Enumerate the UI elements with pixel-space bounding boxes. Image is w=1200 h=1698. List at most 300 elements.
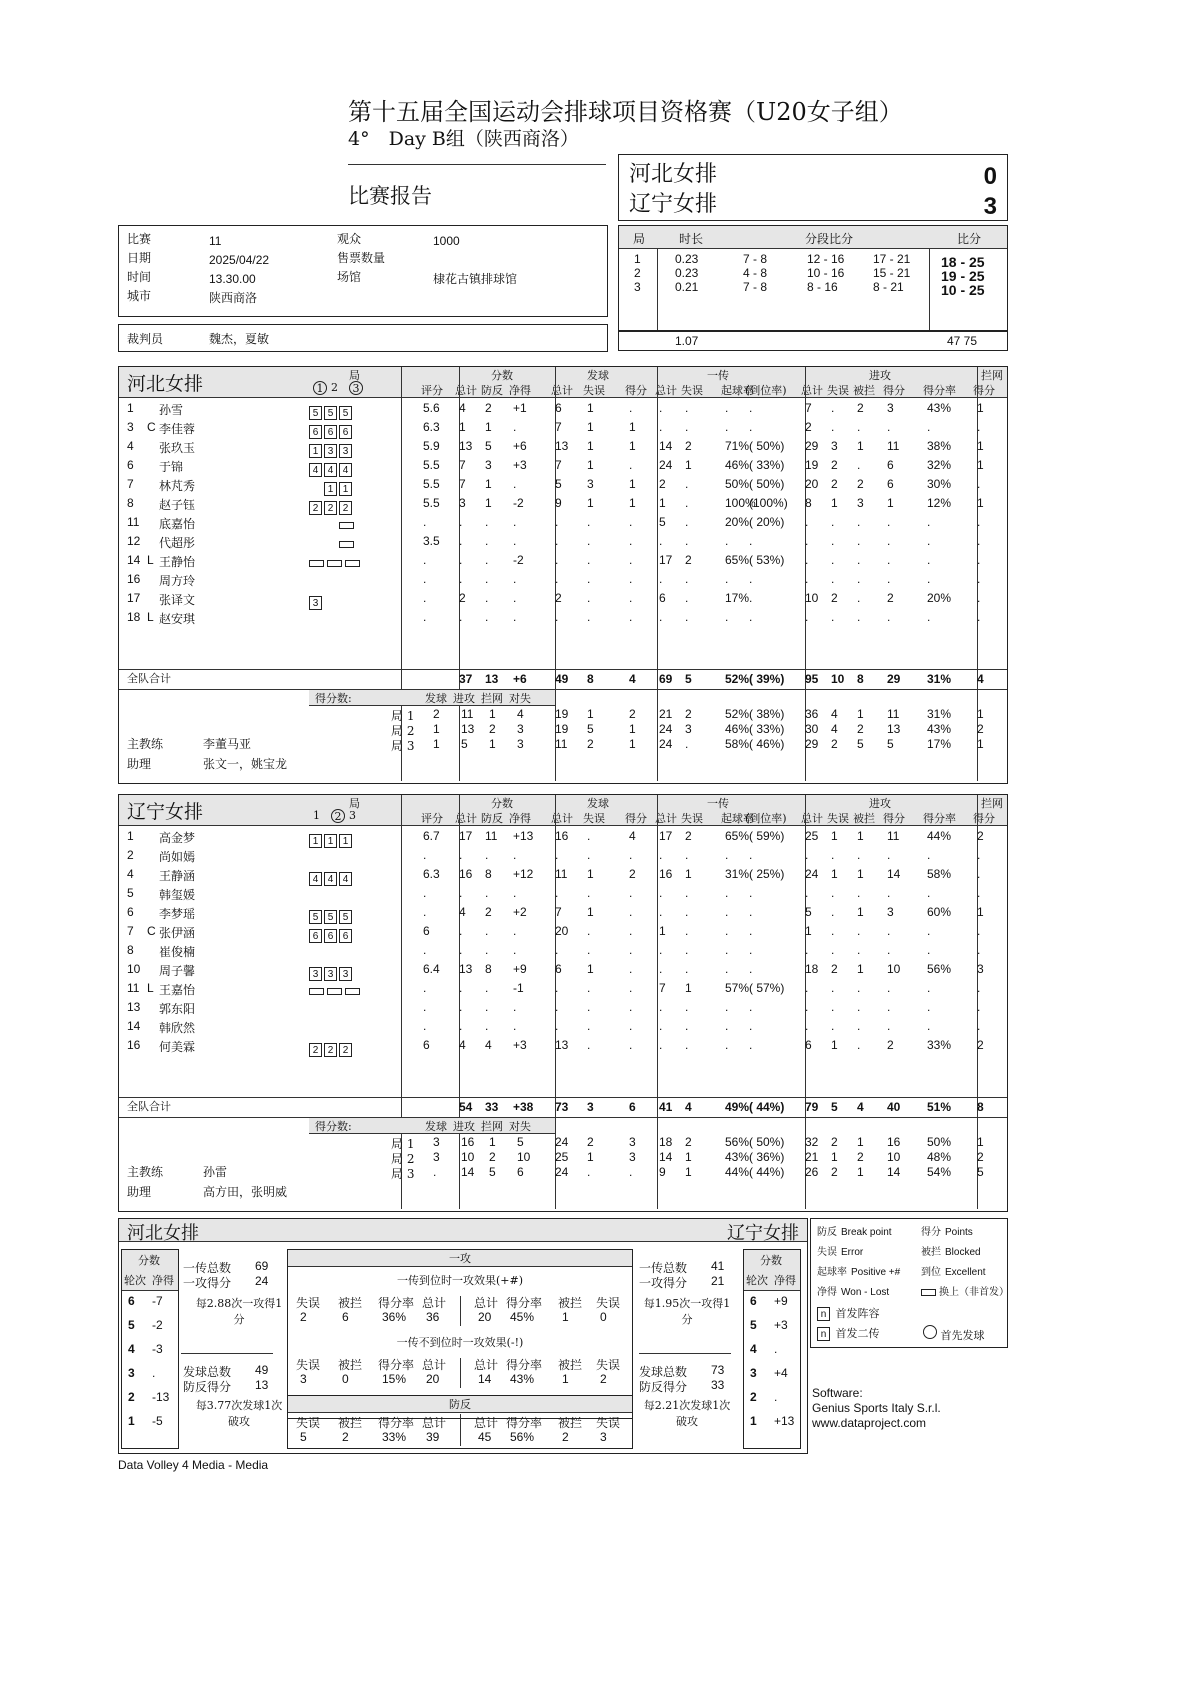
substitute-mark	[345, 988, 360, 995]
stat-value: ( 50%)	[749, 477, 785, 491]
stat-value: .	[887, 534, 891, 548]
stat-value: .	[513, 420, 517, 434]
report-title: 比赛报告	[348, 184, 432, 208]
stat-value: .	[749, 420, 753, 434]
stat-value: .	[857, 534, 861, 548]
referees: 魏杰，夏敏	[209, 332, 270, 346]
rot-header: 分数	[138, 1254, 160, 1267]
coach-name: 李董马亚	[203, 737, 252, 751]
stat-value: .	[857, 981, 861, 995]
stat-value: 20	[805, 477, 819, 491]
stat-value: 6	[659, 591, 666, 605]
column-header: 失误	[681, 384, 703, 397]
set-label: 局 2	[391, 724, 415, 738]
stat-value: .	[725, 886, 729, 900]
stat-value: .	[749, 962, 753, 976]
stat-value: 1	[977, 905, 984, 919]
stat-value: .	[587, 553, 591, 567]
player-number: 1	[127, 401, 134, 415]
team-name: 河北女排	[127, 373, 204, 395]
lineup-positions	[309, 610, 354, 629]
points-label: 得分数:	[315, 1120, 352, 1133]
stat-value: .	[977, 924, 981, 938]
stat-value: .	[685, 1019, 689, 1033]
total-value: 4	[685, 1100, 692, 1114]
player-rating: 5.5	[423, 496, 440, 510]
total-value: 31%	[927, 672, 952, 686]
stat-value: .	[725, 943, 729, 957]
set-points: 6	[517, 1165, 524, 1179]
column-header: 起球率	[721, 812, 754, 825]
stat-value: .	[831, 572, 835, 586]
stat: 3	[300, 1372, 307, 1386]
set-points: 2	[433, 707, 440, 721]
stat-value: .	[659, 905, 663, 919]
stat-value: .	[805, 848, 809, 862]
lineup-position: 5	[339, 406, 352, 420]
set-stat: 1	[685, 1165, 692, 1179]
a-recv-total-label: 一传总数	[183, 1261, 232, 1275]
referee-label: 裁判员	[127, 332, 164, 346]
lineup-position: 6	[339, 929, 352, 943]
divider	[460, 1296, 461, 1326]
stat-value: .	[749, 591, 753, 605]
stat-value: 16	[555, 829, 569, 843]
stat-value: 57%	[725, 981, 750, 995]
software-name: Genius Sports Italy S.r.l.	[812, 1401, 941, 1415]
legend-value: Excellent	[945, 1267, 986, 1278]
lineup-position: 6	[324, 929, 337, 943]
substitute-mark	[339, 522, 354, 529]
column-header: 得分率	[923, 812, 956, 825]
player-name: 周方玲	[159, 574, 196, 588]
stat-value: .	[887, 886, 891, 900]
stat-value: .	[555, 1000, 559, 1014]
stat-value: 2	[857, 477, 864, 491]
lineup-positions	[309, 515, 357, 534]
col-header: 总计	[474, 1358, 499, 1372]
stat-value: .	[629, 905, 633, 919]
b-serve-total: 73	[711, 1363, 725, 1377]
stat-value: .	[977, 477, 981, 491]
rotation: 3	[128, 1366, 135, 1380]
stat: 5	[300, 1430, 307, 1444]
col-header: 失误	[596, 1296, 621, 1310]
stat-value: 1	[629, 420, 636, 434]
column-header: 防反	[481, 812, 503, 825]
player-name: 孙雪	[159, 403, 184, 417]
points-header: 进攻	[453, 692, 475, 705]
b-bp: 33	[711, 1378, 725, 1392]
player-tag: L	[147, 981, 154, 995]
column-header: (到位率)	[745, 384, 787, 397]
stat-value: .	[927, 924, 931, 938]
stat-value: .	[459, 924, 463, 938]
stat-value: .	[587, 515, 591, 529]
lineup-positions	[309, 905, 354, 924]
stat-value: .	[629, 848, 633, 862]
column-header: 失误	[681, 812, 703, 825]
rotation: 5	[128, 1318, 135, 1332]
stat-value: 1	[857, 439, 864, 453]
lineup-positions	[309, 981, 363, 1000]
set-stat: 2	[831, 1165, 838, 1179]
column-header: 得分	[883, 384, 905, 397]
lineup-position: 1	[324, 482, 337, 496]
stat-value: 11	[555, 867, 568, 881]
set-stat: 3	[629, 1135, 636, 1149]
stat-value: .	[685, 848, 689, 862]
stat-value: 20	[555, 924, 569, 938]
stat-value: .	[659, 534, 663, 548]
match-date: 2025/04/22	[209, 253, 270, 267]
stat-value: .	[831, 534, 835, 548]
player-name: 何美霖	[159, 1040, 196, 1054]
rotation-net: .	[152, 1366, 156, 1380]
set-stat: ( 50%)	[749, 1135, 785, 1149]
stat-value: .	[805, 1000, 809, 1014]
total-value: 4	[857, 1100, 864, 1114]
set-stat: ( 36%)	[749, 1150, 785, 1164]
stat-value: .	[857, 572, 861, 586]
lineup-position: 2	[324, 501, 337, 515]
set-points: 4	[517, 707, 524, 721]
stat-value: +12	[513, 867, 534, 881]
player-name: 张译文	[159, 593, 196, 607]
stat-value: 10	[805, 591, 819, 605]
col-header: 得分率	[506, 1358, 543, 1372]
stat-value: .	[485, 848, 489, 862]
stat-value: 11	[485, 829, 498, 843]
stat-value: 1	[887, 496, 894, 510]
player-number: 7	[127, 477, 134, 491]
stat-value: .	[659, 401, 663, 415]
set-points: 1	[489, 707, 496, 721]
stat-value: .	[685, 943, 689, 957]
lineup-positions	[309, 496, 354, 515]
col-header: 被拦	[558, 1416, 583, 1430]
stat-value: 1	[685, 981, 692, 995]
lineup-positions	[309, 1038, 354, 1057]
stat-value: .	[927, 515, 931, 529]
summary-team-a: 河北女排	[127, 1223, 199, 1244]
player-rating: .	[423, 572, 427, 586]
stat-value: 17%	[725, 591, 750, 605]
lineup-positions	[309, 477, 354, 496]
stat-value: .	[485, 924, 489, 938]
stat-value: .	[513, 515, 517, 529]
stat-value: .	[659, 420, 663, 434]
col-header: 被拦	[558, 1296, 583, 1310]
lineup-positions	[309, 1000, 354, 1019]
rating-header: 评分	[421, 384, 443, 397]
set-points: 10	[517, 1150, 531, 1164]
player-rating: .	[423, 943, 427, 957]
stat-value: .	[513, 1000, 517, 1014]
rotation-net: -5	[152, 1414, 163, 1428]
set-stat: 10	[887, 1150, 901, 1164]
stat-value: .	[555, 1019, 559, 1033]
stat-value: .	[831, 1019, 835, 1033]
set-stat: 24	[659, 737, 673, 751]
stat-value: 3	[485, 458, 492, 472]
a-bp: 13	[255, 1378, 269, 1392]
set-stat: 1	[587, 707, 594, 721]
stat-value: 1	[857, 905, 864, 919]
stat-value: 1	[857, 962, 864, 976]
stat-value: 25	[805, 829, 819, 843]
stat-value: 3	[887, 401, 894, 415]
neg-title: 一传不到位时一攻效果(-!)	[396, 1336, 524, 1349]
stat-value: .	[887, 1019, 891, 1033]
stat-value: 1	[857, 829, 864, 843]
stat-value: 58%	[927, 867, 952, 881]
set-stat: 14	[659, 1150, 673, 1164]
stat-value: 6	[887, 477, 894, 491]
sets-total	[618, 331, 1008, 351]
set-stat: 14	[887, 1165, 901, 1179]
set-label: 局 3	[391, 739, 415, 753]
stat-value: 1	[659, 496, 666, 510]
set-stat: 1	[857, 707, 864, 721]
total-value: 49%	[725, 1100, 750, 1114]
player-rating: 6.4	[423, 962, 440, 976]
column-header: 起球率	[721, 384, 754, 397]
col-header: 总计	[422, 1358, 447, 1372]
lineup-positions	[309, 401, 354, 420]
stat-value: 2	[887, 591, 894, 605]
stat-value: .	[887, 572, 891, 586]
set-stat: 16	[887, 1135, 901, 1149]
a-fb-note: 每2.88次一攻得1分	[195, 1297, 283, 1326]
lineup-positions	[309, 924, 354, 943]
stat-value: 3	[857, 496, 864, 510]
column-header: 得分率	[923, 384, 956, 397]
stat-value: .	[725, 610, 729, 624]
referees-box	[118, 324, 608, 352]
stat-value: 2	[685, 439, 692, 453]
total-value: 6	[629, 1100, 636, 1114]
stat-value: .	[485, 886, 489, 900]
stat-value: .	[629, 515, 633, 529]
rotation-table-a	[121, 1249, 179, 1449]
stat-value: .	[513, 591, 517, 605]
lineup-position: 1	[339, 482, 352, 496]
stat-value: -2	[513, 553, 524, 567]
stat-value: .	[857, 1019, 861, 1033]
stat-value: .	[587, 981, 591, 995]
set-stat: 9	[659, 1165, 666, 1179]
set-stat: 2	[977, 722, 984, 736]
set-stat: 29	[805, 737, 819, 751]
col-header: 得分率	[378, 1416, 415, 1430]
lineup-position: 4	[324, 463, 337, 477]
player-tag: C	[147, 420, 156, 434]
stat-value: 4	[459, 1038, 466, 1052]
stat-value: .	[629, 1038, 633, 1052]
lineup-positions	[309, 886, 354, 905]
col-header: 被拦	[558, 1358, 583, 1372]
player-rating: 6.3	[423, 420, 440, 434]
stat: 2	[562, 1430, 569, 1444]
legend-second-setter: 首发二传	[835, 1327, 880, 1340]
column-header: 总计	[801, 812, 823, 825]
b-fb-note: 每1.95次一攻得1分	[643, 1297, 731, 1326]
stat-value: .	[831, 905, 835, 919]
player-number: 14	[127, 1019, 141, 1033]
set-stat: 1	[685, 1150, 692, 1164]
column-header: 总计	[655, 812, 677, 825]
stat-value: .	[805, 534, 809, 548]
set-stat: .	[685, 737, 689, 751]
stat-value: 1	[685, 458, 692, 472]
legend-key: 起球率	[817, 1267, 847, 1278]
stat-value: .	[629, 886, 633, 900]
stat-value: .	[857, 943, 861, 957]
stat-value: .	[659, 943, 663, 957]
stat-value: .	[659, 886, 663, 900]
stat-value: 1	[629, 477, 636, 491]
set-stat: 1	[977, 1135, 984, 1149]
stat-value: 1	[587, 458, 594, 472]
stat-value: .	[927, 610, 931, 624]
stat-value: 1	[485, 477, 492, 491]
player-rating: .	[423, 905, 427, 919]
stat-value: .	[459, 610, 463, 624]
lineup-position: 4	[339, 872, 352, 886]
stat-value: .	[629, 1000, 633, 1014]
b-bp-note: 每2.21次发球1次破攻	[643, 1399, 731, 1428]
lineup-positions	[309, 943, 354, 962]
stat-value: .	[749, 1000, 753, 1014]
set-points: 1	[433, 737, 440, 751]
stat-value: .	[857, 553, 861, 567]
stat-value: ( 53%)	[749, 553, 785, 567]
col-header: 总计	[422, 1296, 447, 1310]
column-header: 失误	[583, 812, 605, 825]
stat-value: .	[659, 572, 663, 586]
match-number: 11	[209, 234, 222, 248]
player-number: 6	[127, 458, 134, 472]
stat-value: 1	[587, 401, 594, 415]
stat-value: 1	[831, 1038, 838, 1052]
divider	[119, 689, 1007, 690]
col-header: 总计	[422, 1416, 447, 1430]
set-header: 局	[349, 369, 360, 382]
stat-value: 6	[555, 962, 562, 976]
player-name: 崔俊楠	[159, 945, 196, 959]
sets-table	[618, 225, 1008, 331]
sets-h-partial: 分段比分	[805, 232, 854, 246]
partial-8: 7 - 8	[743, 252, 768, 266]
stat-value: 11	[887, 829, 900, 843]
stat-value: 71%	[725, 439, 750, 453]
total-value: 8	[977, 1100, 984, 1114]
stat-value: 1	[587, 905, 594, 919]
match-title: 第十五届全国运动会排球项目资格赛（U20女子组）	[348, 98, 903, 126]
partial-21: 8 - 21	[873, 280, 904, 294]
set-stat: 17%	[927, 737, 952, 751]
rot-col: 轮次	[746, 1274, 768, 1287]
rotation: 2	[128, 1390, 135, 1404]
set-stat: 1	[587, 1150, 594, 1164]
rotation: 4	[128, 1342, 135, 1356]
stat-value: .	[857, 515, 861, 529]
stat-value: 13	[555, 1038, 569, 1052]
set-score: 19 - 25	[941, 268, 985, 284]
stat: 45%	[510, 1310, 535, 1324]
set-stat: 21	[805, 1150, 819, 1164]
group-header: 进攻	[869, 369, 891, 382]
set-duration: 0.23	[675, 252, 699, 266]
set-points: 3	[517, 737, 524, 751]
stat-value: .	[513, 610, 517, 624]
total-value: 52%	[725, 672, 750, 686]
player-name: 代超彤	[159, 536, 196, 550]
set-stat: 5	[977, 1165, 984, 1179]
player-number: 13	[127, 1000, 141, 1014]
stat-value: 1	[805, 924, 812, 938]
stat-value: 19	[805, 458, 819, 472]
stat-value: 6	[555, 401, 562, 415]
stat-value: .	[629, 1019, 633, 1033]
summary-team-b: 辽宁女排	[727, 1223, 799, 1244]
stat-value: 13	[459, 439, 473, 453]
stat-value: .	[749, 924, 753, 938]
match-info	[118, 225, 608, 317]
stat-value: .	[805, 515, 809, 529]
stat-value: 11	[887, 439, 900, 453]
stat-value: .	[831, 420, 835, 434]
stat-value: .	[749, 943, 753, 957]
sets-h-set: 局	[633, 232, 646, 246]
stat-value: .	[513, 924, 517, 938]
group-header: 一传	[707, 797, 729, 810]
points-header: 发球	[425, 1120, 447, 1133]
divider	[639, 1353, 731, 1354]
stat-value: 7	[459, 477, 466, 491]
stat-value: .	[725, 1000, 729, 1014]
a-fb: 24	[255, 1274, 269, 1288]
stat-value: 50%	[725, 477, 750, 491]
rotation: 4	[750, 1342, 757, 1356]
points-label: 得分数:	[315, 692, 352, 705]
rotation: 6	[128, 1294, 135, 1308]
software-url[interactable]: www.dataproject.com	[812, 1416, 927, 1430]
stat-value: .	[725, 401, 729, 415]
lineup-position: 4	[309, 872, 322, 886]
set-points: 1	[433, 722, 440, 736]
stat-value: .	[555, 981, 559, 995]
stat-value: .	[725, 420, 729, 434]
stat-value: 9	[555, 496, 562, 510]
a-serve-total-label: 发球总数	[183, 1365, 232, 1379]
stat-value: .	[513, 886, 517, 900]
stat-value: .	[977, 886, 981, 900]
player-name: 韩欣然	[159, 1021, 196, 1035]
set-stat: 1	[977, 737, 984, 751]
stat-value: .	[459, 1000, 463, 1014]
stat-value: .	[857, 1038, 861, 1052]
stat-value: 1	[831, 829, 838, 843]
stat-value: .	[685, 610, 689, 624]
stat: 15%	[382, 1372, 407, 1386]
set-stat: 1	[857, 1135, 864, 1149]
set-stat: 2	[831, 1135, 838, 1149]
stat-value: .	[749, 1038, 753, 1052]
lineup-position: 1	[324, 834, 337, 848]
label-match: 比赛	[127, 232, 152, 246]
